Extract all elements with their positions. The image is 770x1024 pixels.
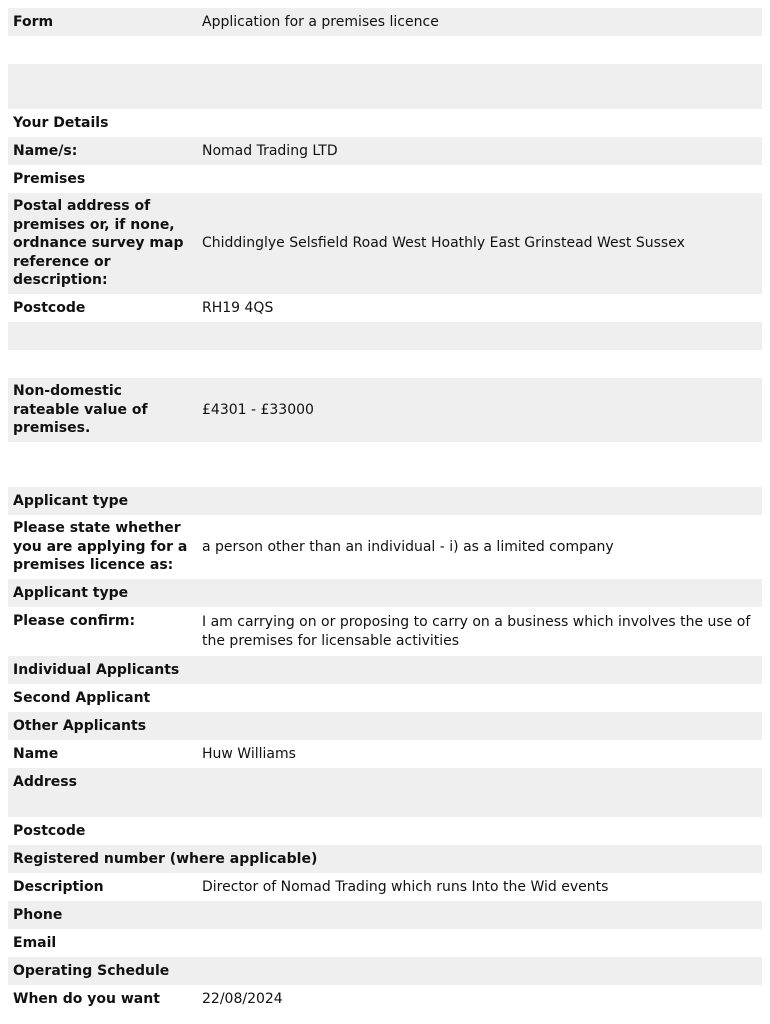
- section-heading: Applicant type: [8, 579, 197, 607]
- table-row: [8, 873, 762, 901]
- row-label: Description: [8, 873, 197, 901]
- row-value: Application for a premises licence: [197, 8, 762, 36]
- row-value: [197, 487, 762, 515]
- row-label: [8, 350, 197, 378]
- table-row: [8, 985, 762, 1013]
- table-row: [8, 579, 762, 607]
- row-value: [197, 957, 762, 985]
- table-row: [8, 378, 762, 442]
- row-value: £4301 - £33000: [197, 378, 762, 442]
- row-label: When do you want: [8, 985, 197, 1013]
- table-row: [8, 740, 762, 768]
- row-value: [197, 901, 762, 929]
- row-label: Postcode: [8, 817, 197, 845]
- table-row: [8, 515, 762, 579]
- table-row: [8, 294, 762, 322]
- row-label: [8, 322, 197, 350]
- row-label: Email: [8, 929, 197, 957]
- row-value: [197, 768, 762, 817]
- row-value: Director of Nomad Trading which runs Into the Wid events: [197, 873, 762, 901]
- section-heading: Other Applicants: [8, 712, 762, 740]
- table-row: [8, 137, 762, 165]
- row-label: Address: [8, 768, 197, 817]
- table-row: [8, 845, 762, 873]
- table-row: [8, 322, 762, 350]
- table-row: [8, 36, 762, 64]
- row-label: Postcode: [8, 294, 197, 322]
- table-row: [8, 817, 762, 845]
- row-label: [8, 442, 197, 487]
- row-label: Form: [8, 8, 197, 36]
- row-value: [197, 64, 762, 109]
- table-row: [8, 901, 762, 929]
- licence-application-form: [8, 8, 762, 1013]
- row-value: [197, 442, 762, 487]
- table-row: [8, 487, 762, 515]
- row-label: [8, 64, 197, 109]
- table-row: [8, 607, 762, 656]
- row-value: Chiddinglye Selsfield Road West Hoathly East Grinstead West Sussex: [197, 193, 762, 294]
- row-value: [197, 579, 762, 607]
- row-value: Huw Williams: [197, 740, 762, 768]
- table-row: [8, 193, 762, 294]
- table-row: [8, 350, 762, 378]
- section-heading: Premises: [8, 165, 197, 193]
- table-row: [8, 768, 762, 817]
- section-heading: Second Applicant: [8, 684, 762, 712]
- row-value: [197, 350, 762, 378]
- row-label: Please confirm:: [8, 607, 197, 656]
- section-heading: Applicant type: [8, 487, 197, 515]
- section-heading: Operating Schedule: [8, 957, 197, 985]
- table-row: [8, 957, 762, 985]
- row-value: [197, 322, 762, 350]
- row-label: [8, 36, 197, 64]
- row-value: [197, 817, 762, 845]
- row-label: Name/s:: [8, 137, 197, 165]
- row-label: Non-domestic rateable value of premises.: [8, 378, 197, 442]
- row-value: a person other than an individual - i) as a limited company: [197, 515, 762, 579]
- row-value: I am carrying on or proposing to carry on a business which involves the use of the premises for licensable activities: [197, 607, 762, 656]
- row-value: Nomad Trading LTD: [197, 137, 762, 165]
- row-value: [197, 165, 762, 193]
- table-row: [8, 64, 762, 109]
- section-heading: Your Details: [8, 109, 197, 137]
- row-value: RH19 4QS: [197, 294, 762, 322]
- form-table: [8, 8, 762, 1013]
- table-row: [8, 109, 762, 137]
- row-value: 22/08/2024: [197, 985, 762, 1013]
- table-row: [8, 442, 762, 487]
- table-row: [8, 712, 762, 740]
- row-value: [197, 109, 762, 137]
- row-label: Phone: [8, 901, 197, 929]
- row-label: Please state whether you are applying for a premises licence as:: [8, 515, 197, 579]
- table-row: [8, 8, 762, 36]
- table-row: [8, 165, 762, 193]
- row-label: Postal address of premises or, if none, ordnance survey map reference or description:: [8, 193, 197, 294]
- row-value: [197, 929, 762, 957]
- section-heading: Individual Applicants: [8, 656, 762, 684]
- table-row: [8, 656, 762, 684]
- table-row: [8, 684, 762, 712]
- row-label: Name: [8, 740, 197, 768]
- row-label: Registered number (where applicable): [8, 845, 762, 873]
- row-value: [197, 36, 762, 64]
- table-row: [8, 929, 762, 957]
